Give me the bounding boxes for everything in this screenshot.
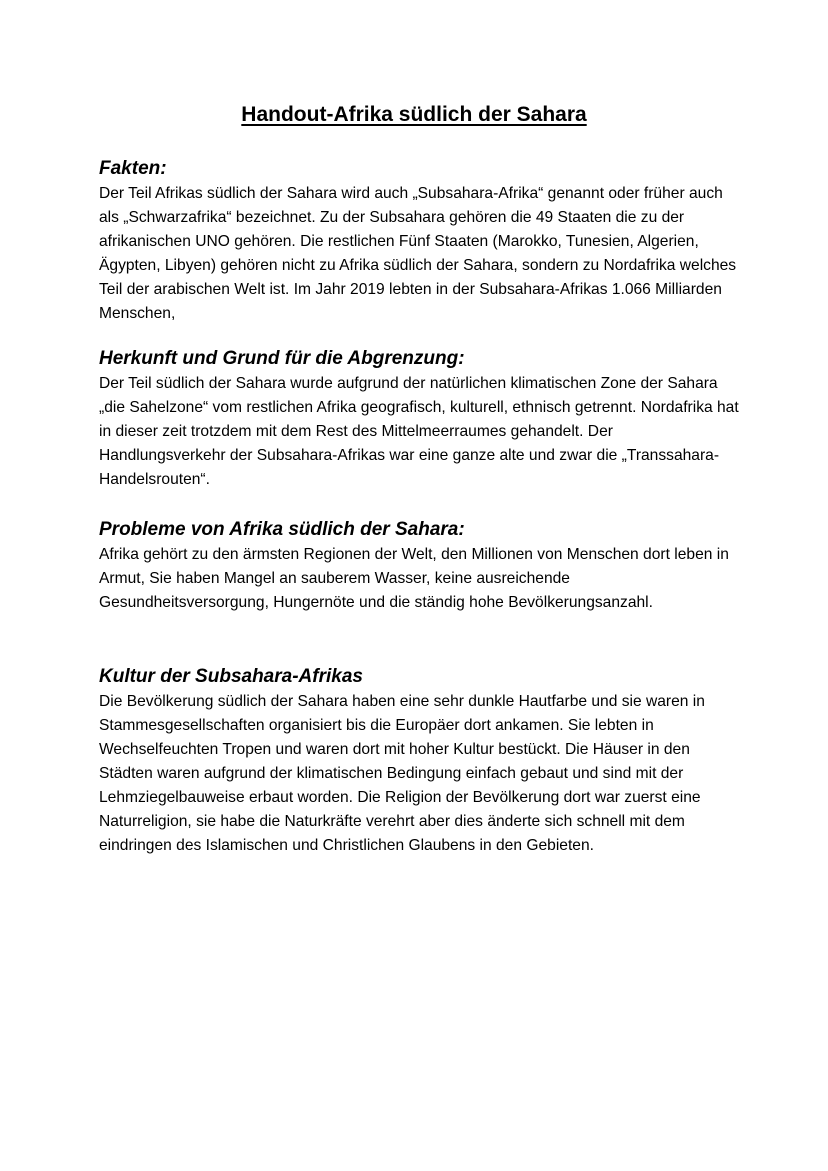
section-body-kultur: Die Bevölkerung südlich der Sahara haben eine sehr dunkle Hautfarbe und sie waren in Stammesgesellschaften organisiert bis die Europäer dort ankamen. Sie lebten in Wechselfeuchten Tropen und waren dort mit hoher Kultur bestückt. Die Häuser in den Städten waren aufgrund der klimatischen Bedingung einfach gebaut und sind mit der Lehmziegelbauweise erbaut worden. Die Religion der Bevölkerung dort war zuerst eine Naturreligion, sie habe die Naturkräfte verehrt aber dies änderte sich schnell mit dem eindringen des Islamischen und Christlichen Glaubens in den Gebieten.	[99, 693, 705, 854]
section-probleme	[99, 517, 739, 615]
section-body-fakten: Der Teil Afrikas südlich der Sahara wird auch „Subsahara-Afrika“ genannt oder früher auch als „Schwarzafrika“ bezeichnet. Zu der Subsahara gehören die 49 Staaten die zu der afrikanischen UNO gehören. Die restlichen Fünf Staaten (Marokko, Tunesien, Algerien, Ägypten, Libyen) gehören nicht zu Afrika südlich der Sahara, sondern zu Nordafrika welches Teil der arabischen Welt ist. Im Jahr 2019 lebten in der Subsahara-Afrikas 1.066 Milliarden Menschen,	[99, 185, 737, 322]
section-heading-herkunft: Herkunft und Grund für die Abgrenzung:	[99, 348, 465, 369]
section-kultur	[99, 664, 739, 858]
section-heading-kultur: Kultur der Subsahara-Afrikas	[99, 666, 363, 687]
section-body-herkunft: Der Teil südlich der Sahara wurde aufgrund der natürlichen klimatischen Zone der Sahara „die Sahelzone“ vom restlichen Afrika geografisch, kulturell, ethnisch getrennt. Nordafrika hat in dieser zeit trotzdem mit dem Rest des Mittelmeerraumes gehandelt. Der Handlungsverkehr der Subsahara-Afrikas war eine ganze alte und zwar die „Transsahara-Handelsrouten“.	[99, 375, 739, 488]
section-herkunft	[99, 346, 739, 492]
section-body-probleme: Afrika gehört zu den ärmsten Regionen der Welt, den Millionen von Menschen dort leben in Armut, Sie haben Mangel an sauberem Wasser, keine ausreichende Gesundheitsversorgung, Hungernöte und die ständig hohe Bevölkerungsanzahl.	[99, 546, 729, 611]
section-heading-fakten: Fakten:	[99, 158, 167, 179]
section-fakten	[99, 156, 739, 326]
section-heading-probleme: Probleme von Afrika südlich der Sahara:	[99, 519, 465, 540]
document-title: Handout-Afrika südlich der Sahara	[241, 103, 587, 126]
